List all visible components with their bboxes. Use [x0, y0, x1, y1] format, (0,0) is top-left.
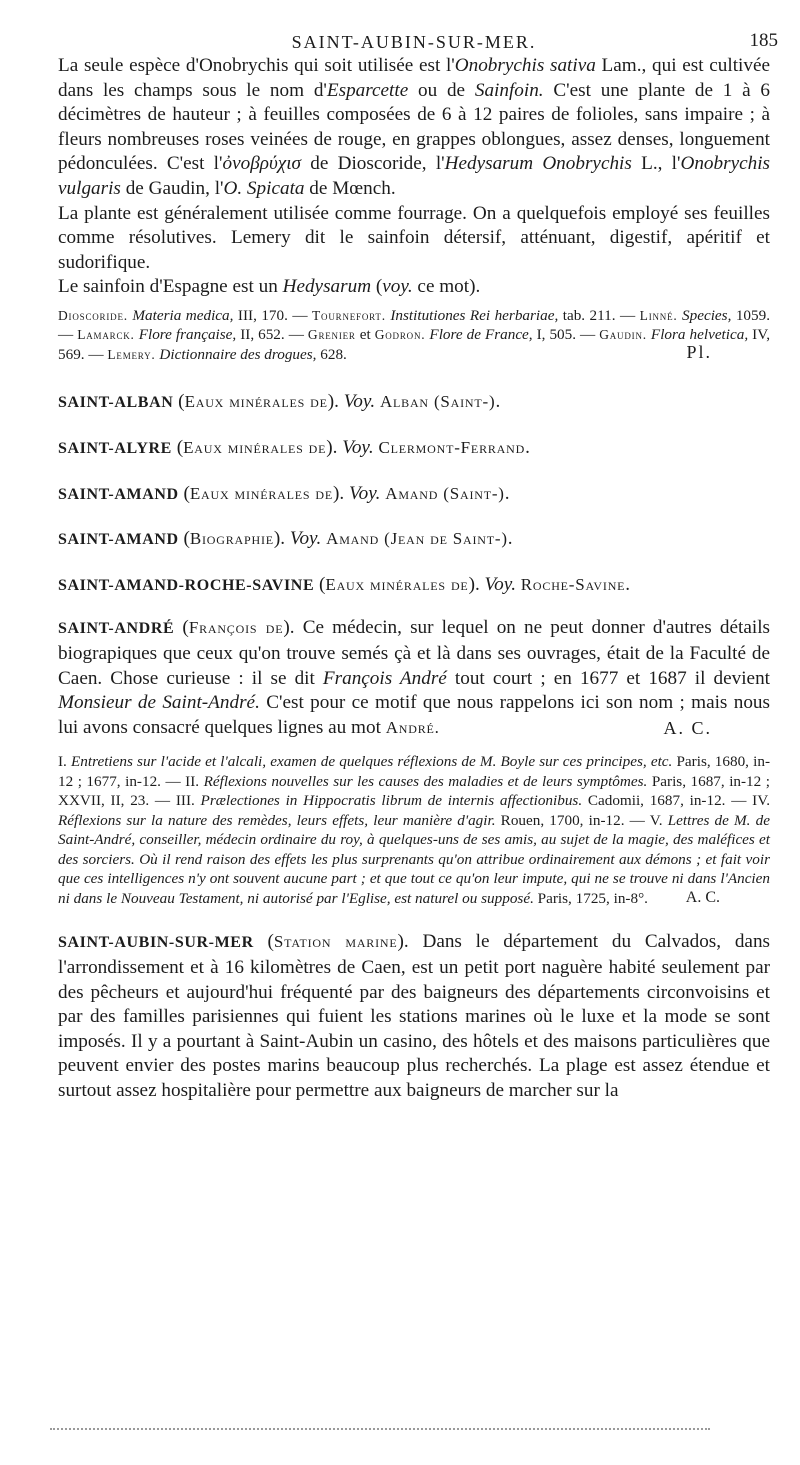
see-also-marker: Voy. — [289, 528, 322, 550]
entry-qualifier: Eaux minérales de — [184, 392, 328, 412]
onobrychis-paragraph-2: La plante est généralement utilisée comme fourrage. On a quelquefois employé ses feuilles comme résolutives. Lemery dit le sainfoin détersif, atténuant, digestif, apéritif et sudorifique. — [58, 202, 770, 273]
entry-qualifier: Eaux minérales de — [183, 438, 327, 458]
page-number: 185 — [749, 30, 778, 51]
cross-reference-entry: SAINT-AMAND-ROCHE-SAVINE (Eaux minérales de). Voy. Roche-Savine. — [58, 573, 631, 595]
headword: SAINT-ALBAN — [58, 394, 174, 412]
onobrychis-paragraph-3: Le sainfoin d'Espagne est un Hedysarum (voy. ce mot). — [58, 276, 481, 298]
dictionary-page — [58, 30, 778, 1104]
entry-qualifier: Eaux minérales de — [189, 483, 334, 503]
see-also-target: Roche-Savine — [520, 574, 626, 594]
headword: SAINT-AMAND — [58, 485, 179, 503]
cross-reference-entry: SAINT-AMAND (Biographie). Voy. Amand (Jean de Saint-). — [58, 528, 513, 550]
see-also-marker: Voy. — [342, 437, 374, 459]
cross-reference-list — [58, 390, 770, 598]
signature: Pl. — [686, 342, 712, 363]
entry-qualifier: François de — [188, 618, 284, 638]
headword: SAINT-AUBIN-SUR-MER — [58, 934, 254, 952]
signature: A. C. — [685, 889, 720, 907]
see-also-marker: Voy. — [484, 573, 516, 595]
headword: SAINT-ALYRE — [58, 440, 172, 458]
see-also-target: Amand (Saint-) — [385, 483, 505, 503]
cross-reference-entry: SAINT-AMAND (Eaux minérales de). Voy. Amand (Saint-). — [58, 482, 510, 504]
onobrychis-bibliography: Dioscoride. Materia medica, III, 170. — Tournefort. Institutiones Rei herbariae, tab. 211. — Linné. Species, 1059. — Lamarck. Flore française, II, 652. — Grenier et Godron. Flore de France, I, 505. — Gaudin. Flora helvetica, IV, 569. — Lemery. Dictionnaire des drogues, 628. — [58, 306, 770, 363]
entry-saint-andre: SAINT-ANDRÉ (François de). Ce médecin, sur lequel on ne peut donner d'autres détails biograpiques que ceux qu'on trouve semés çà et là dans ses ouvrages, était de la Faculté de Caen. Chose curieuse : il se dit François André tout court ; en 1677 et 1687 il devient Monsieur de Saint-André. C'est pour ce motif que nous rappelons ici son nom ; mais nous lui avons consacré quelques lignes au mot André. — [58, 617, 771, 738]
cross-reference-entry: SAINT-ALBAN (Eaux minérales de). Voy. Alban (Saint-). — [58, 391, 501, 413]
andre-bibliography: I. Entretiens sur l'acide et l'alcali, examen de quelques réflexions de M. Boyle sur ces principes, etc. Paris, 1680, in-12 ; 1677, in-12. — II. Réflexions nouvelles sur les causes des maladies et de leurs symptômes. Paris, 1687, in-12 ; XXVII, II, 23. — III. Prælectiones in Hippocratis librum de internis affectionibus. Cadomii, 1687, in-12. — IV. Réflexions sur la nature des remèdes, leurs effets, leur manière d'agir. Rouen, 1700, in-12. — V. Lettres de M. de Saint-André, conseiller, médecin ordinaire du roy, à quelques-uns de ses amis, au sujet de la magie, des maléfices et des sorciers. Où il rend raison des effets les plus surprenants qu'on attribue ordinairement aux démons ; et fait voir que ces intelligences n'y ont souvent aucune part ; et que tout ce qu'on leur impute, qui ne se trouve ni dans l'Ancien ni dans le Nouveau Testament, ni autorisé par l'Eglise, est naturel ou supposé. Paris, 1725, in-8°. — [58, 753, 771, 907]
signature: A. C. — [663, 718, 712, 739]
entry-qualifier: Eaux minérales de — [325, 574, 469, 594]
see-also-marker: Voy. — [343, 391, 376, 413]
see-also-marker: Voy. — [349, 482, 381, 504]
entry-qualifier: Station marine — [273, 932, 398, 952]
headword: SAINT-ANDRÉ — [58, 620, 175, 638]
onobrychis-paragraph-1: La seule espèce d'Onobrychis qui soit utilisée est l'Onobrychis sativa Lam., qui est cultivée dans les champs sous le nom d'Esparcette ou de Sainfoin. C'est une plante de 1 à 6 décimètres de hauteur ; à feuilles composées de 6 à 12 paires de folioles, sans impaire ; à fleurs nombreuses roses veinées de rouge, en grappes oblongues, assez denses, longuement pédonculées. C'est l'ὀνοβρύχισ de Dioscoride, l'Hedysarum Onobrychis L., l'Onobrychis vulgaris de Gaudin, l'O. Spicata de Mœnch. — [58, 55, 770, 199]
bottom-dotted-rule — [50, 1428, 710, 1430]
headword: SAINT-AMAND — [58, 531, 179, 549]
page-header — [58, 30, 778, 54]
see-also-target: Clermont-Ferrand — [378, 438, 526, 458]
cross-reference-entry: SAINT-ALYRE (Eaux minérales de). Voy. Clermont-Ferrand. — [58, 437, 530, 459]
entry-saint-aubin-sur-mer: SAINT-AUBIN-SUR-MER (Station marine). Dans le département du Calvados, dans l'arrondissement et à 16 kilomètres de Caen, est un petit port naguère habité seulement par des pêcheurs et aujourd'hui fréquenté par des baigneurs des départements circonvoisins et par des familles parisiennes qui fuient les stations marines où le luxe et la mode se sont imposés. Il y a pourtant à Saint-Aubin un casino, des hôtels et des maisons particulières que peuvent envier des postes marins beaucoup plus recherchés. La plage est assez étendue et surtout assez hospitalière pour permettre aux baigneurs de marcher sur la — [58, 931, 771, 1101]
running-title: SAINT-AUBIN-SUR-MER. — [291, 32, 537, 52]
headword: SAINT-AMAND-ROCHE-SAVINE — [58, 576, 315, 594]
entry-qualifier: Biographie — [189, 529, 274, 549]
see-also-target: Alban (Saint-) — [379, 392, 496, 412]
see-also-target: Amand (Jean de Saint-) — [326, 529, 508, 549]
